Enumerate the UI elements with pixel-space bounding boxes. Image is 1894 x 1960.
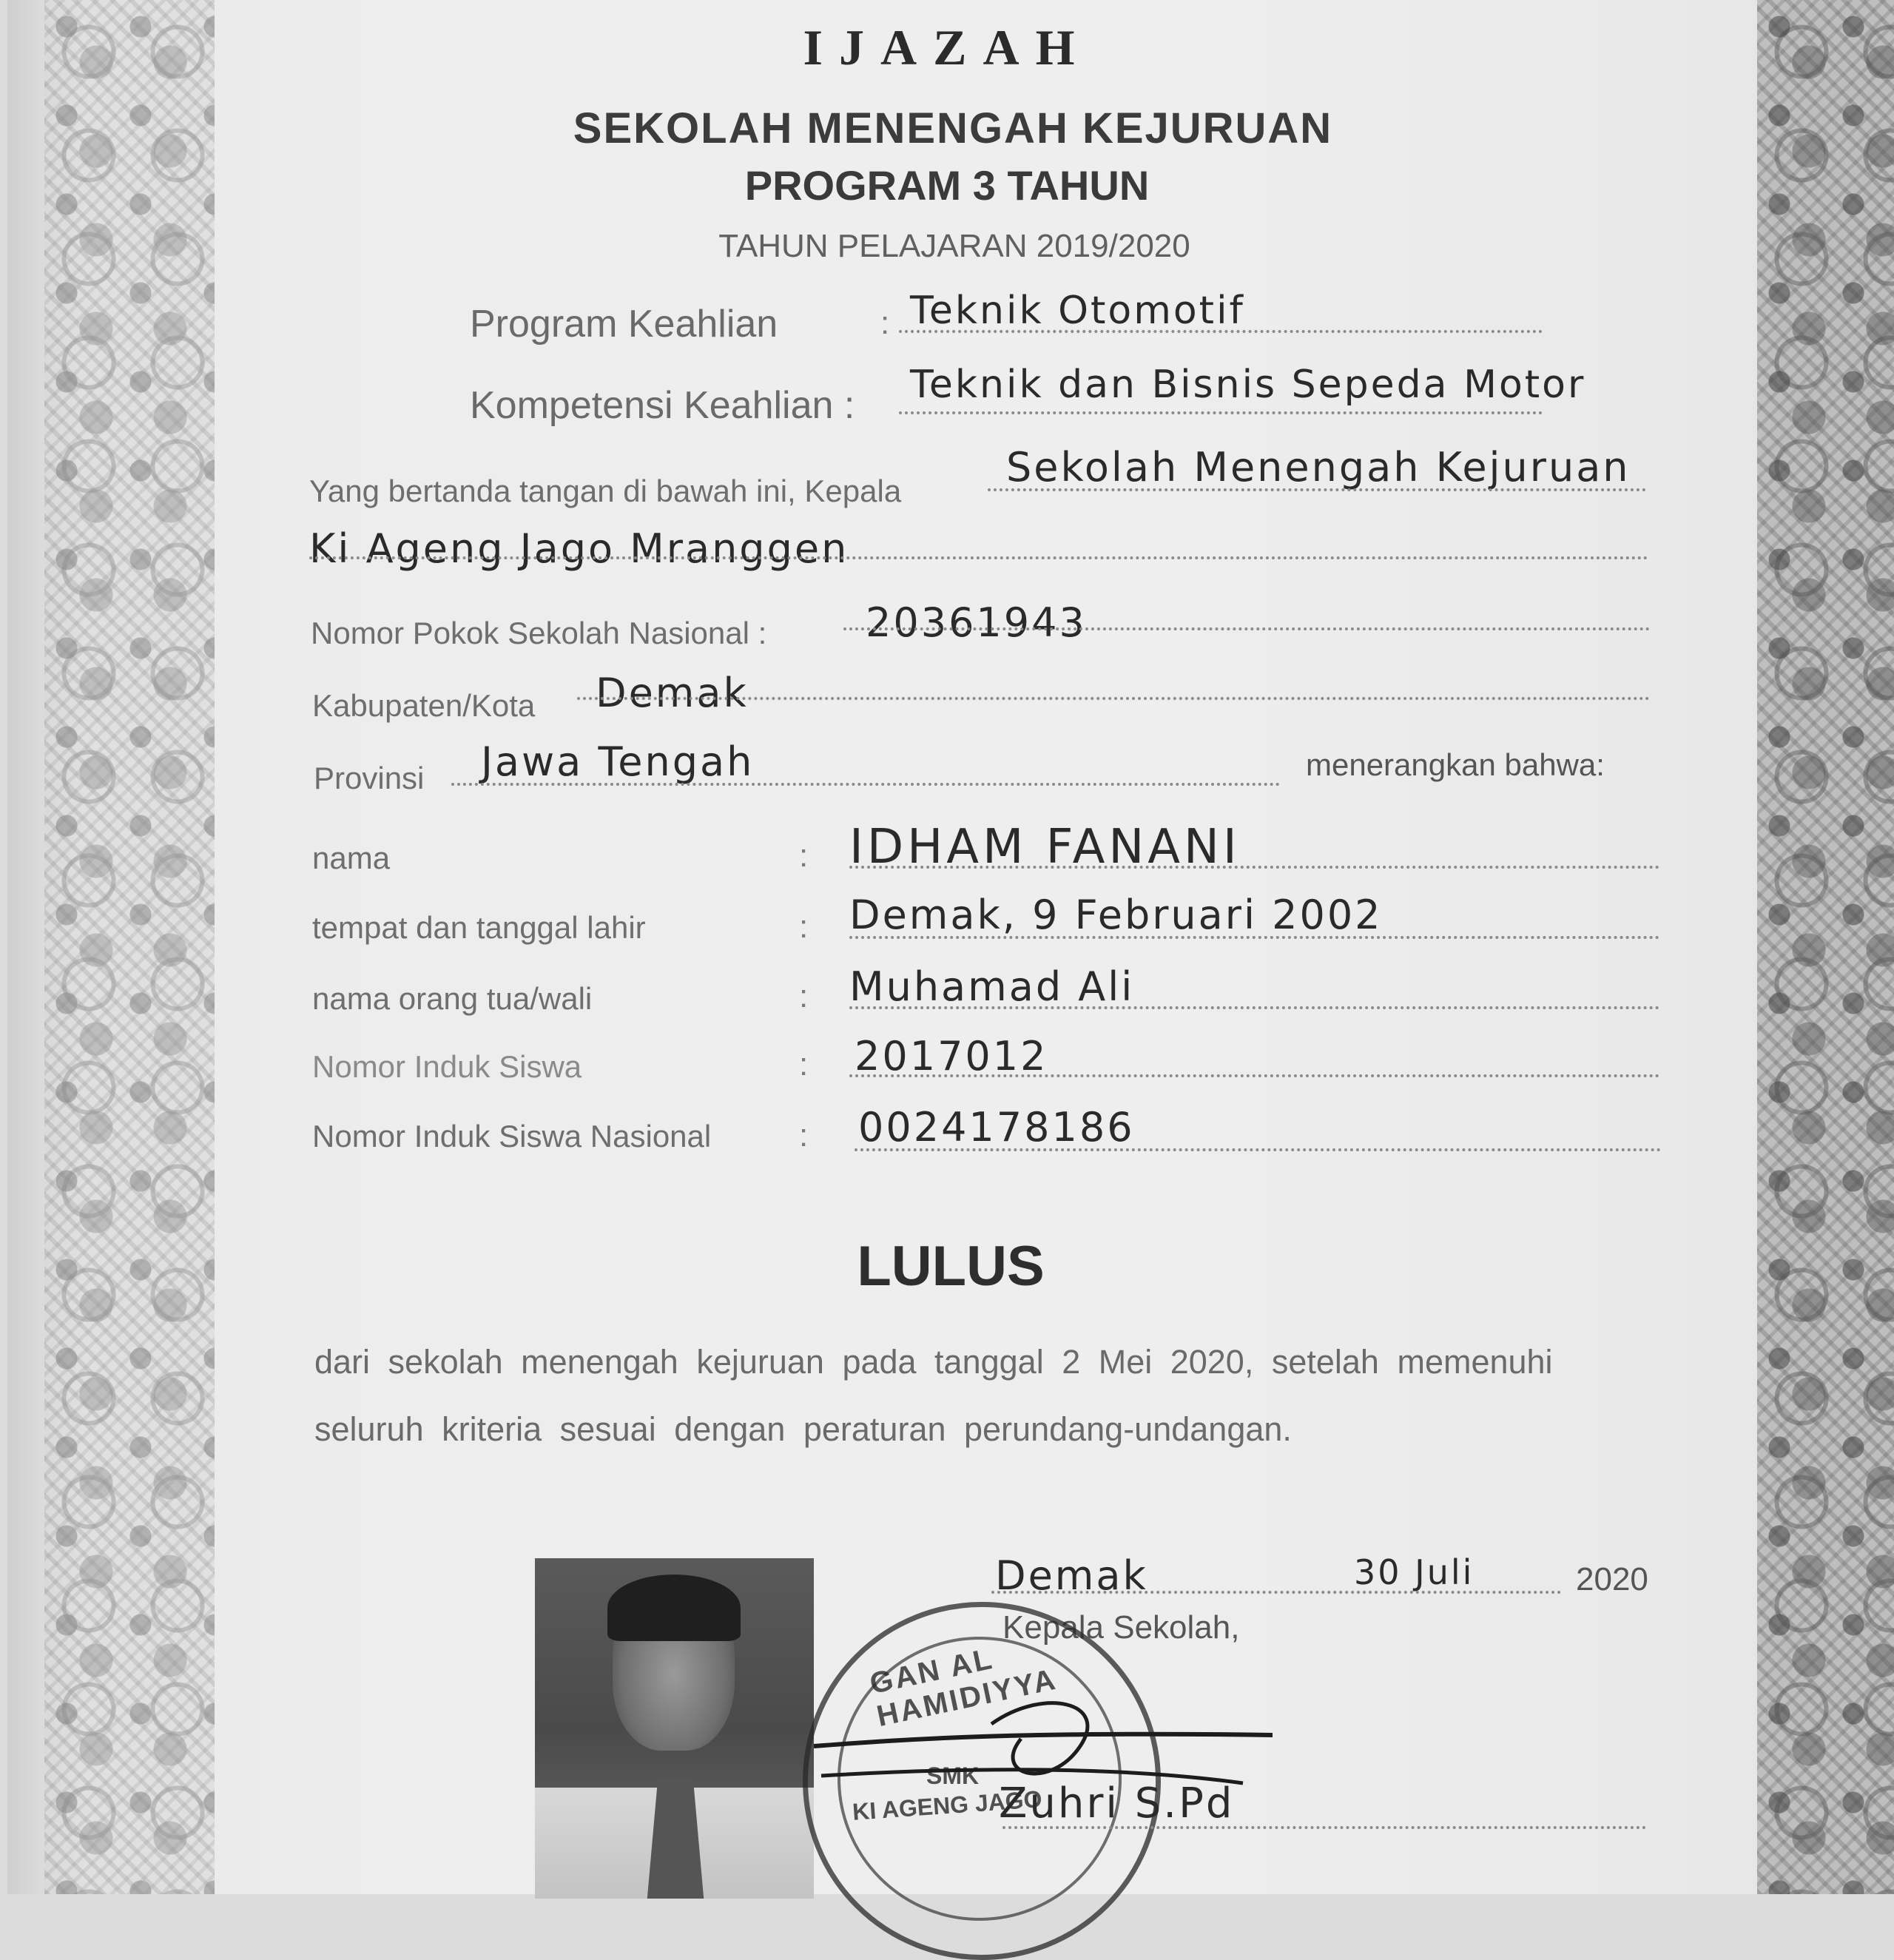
parent-colon: : [799, 978, 809, 1014]
nis-value: 2017012 [855, 1033, 1048, 1080]
province-value: Jawa Tengah [481, 738, 755, 785]
left-ornamental-border [44, 0, 215, 1894]
stamp-mid-text: SMK [926, 1762, 980, 1789]
student-name-dotted-line [849, 866, 1659, 869]
nisn-value: 0024178186 [858, 1104, 1135, 1151]
nisn-colon: : [799, 1117, 809, 1154]
signer-dotted-line [1002, 1826, 1646, 1829]
stamp-top-text: GAN AL HAMIDIYYA [866, 1642, 1060, 1734]
signing-date-dotted-line [991, 1591, 1561, 1594]
nis-dotted-line [849, 1074, 1659, 1077]
npsn-label: Nomor Pokok Sekolah Nasional : [311, 616, 767, 650]
regency-label: Kabupaten/Kota [312, 688, 536, 723]
certificate-title: IJAZAH [803, 19, 1091, 75]
signer-label: Yang bertanda tangan di bawah ini, Kepala [309, 474, 902, 508]
province-dotted-line [451, 783, 1280, 786]
student-name-label: nama [312, 841, 391, 875]
nis-label: Nomor Induk Siswa [312, 1049, 582, 1084]
nisn-label: Nomor Induk Siswa Nasional [312, 1119, 712, 1154]
parent-label: nama orang tua/wali [312, 981, 593, 1016]
regency-dotted-line [577, 697, 1650, 700]
nisn-dotted-line [855, 1148, 1661, 1151]
regency-value: Demak [596, 670, 749, 716]
birth-value: Demak, 9 Februari 2002 [849, 892, 1383, 938]
birth-label: tempat dan tanggal lahir [312, 910, 646, 945]
birth-dotted-line [849, 936, 1659, 939]
signer-name: Zuhri S.Pd [999, 1779, 1235, 1828]
student-name-colon: : [799, 838, 809, 874]
school-year: TAHUN PELAJARAN 2019/2020 [718, 228, 1190, 264]
school-type-heading: SEKOLAH MENENGAH KEJURUAN [573, 104, 1333, 152]
program-dotted-line [899, 330, 1543, 333]
birth-colon: : [799, 909, 809, 945]
npsn-dotted-line [843, 627, 1650, 630]
program-heading: PROGRAM 3 TAHUN [744, 162, 1150, 209]
result-line-2: seluruh kriteria sesuai dengan peraturan perundang-undangan. [314, 1410, 1292, 1448]
nis-colon: : [799, 1046, 809, 1082]
school-name-line1: Sekolah Menengah Kejuruan [1006, 444, 1631, 491]
province-label: Provinsi [314, 761, 425, 795]
program-colon: : [880, 305, 890, 341]
states-that-text: menerangkan bahwa: [1306, 747, 1605, 782]
competency-label: Kompetensi Keahlian : [470, 384, 855, 427]
student-photo [535, 1558, 814, 1899]
school-name-dotted-line2 [309, 556, 1648, 559]
school-name-dotted-line1 [988, 488, 1646, 491]
npsn-value: 20361943 [866, 599, 1087, 646]
signing-place: Demak [995, 1552, 1148, 1599]
stamp-bottom-text: KI AGENG JAGO [852, 1785, 1043, 1825]
program-label: Program Keahlian [470, 303, 778, 346]
student-name-value: IDHAM FANANI [849, 820, 1241, 875]
signing-year: 2020 [1576, 1561, 1648, 1597]
parent-dotted-line [849, 1006, 1659, 1009]
signing-day-month: 30 Juli [1354, 1552, 1475, 1592]
principal-role: Kepala Sekolah, [1002, 1609, 1240, 1646]
program-value: Teknik Otomotif [910, 289, 1245, 333]
parent-value: Muhamad Ali [849, 963, 1135, 1010]
right-ornamental-border [1757, 0, 1894, 1894]
school-name-line2: Ki Ageng Jago Mranggen [309, 525, 849, 572]
result-line-1: dari sekolah menengah kejuruan pada tanggal 2 Mei 2020, setelah memenuhi [314, 1343, 1553, 1381]
graduation-status: LULUS [857, 1235, 1045, 1298]
competency-dotted-line [899, 411, 1543, 414]
competency-value: Teknik dan Bisnis Sepeda Motor [910, 363, 1586, 407]
